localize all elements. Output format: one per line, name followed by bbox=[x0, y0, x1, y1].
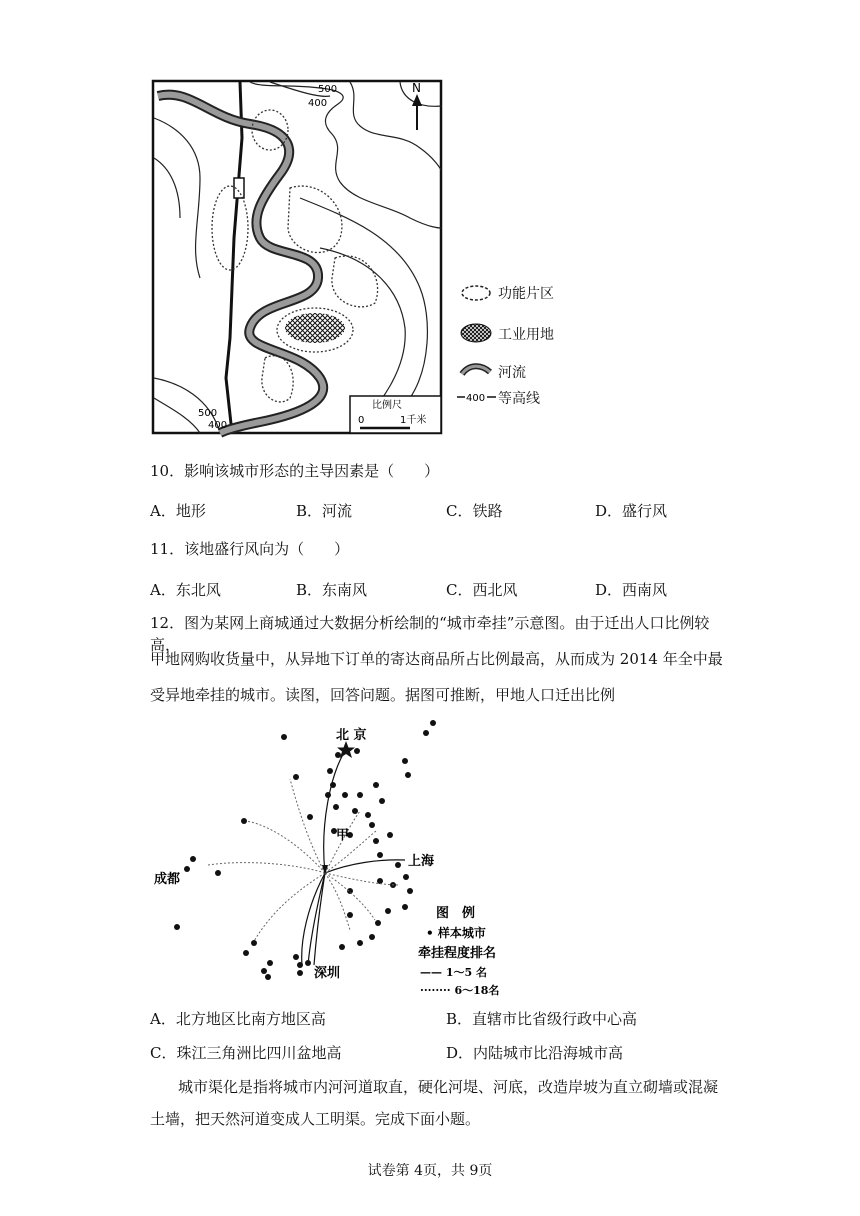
contour-label: 500 bbox=[318, 84, 338, 95]
contour-label: 500 bbox=[198, 408, 218, 419]
scale-unit: 1千米 bbox=[400, 415, 427, 426]
legend-rank-2: ········ 6～18名 bbox=[420, 984, 500, 997]
q10-option-a[interactable]: A．地形 bbox=[150, 502, 206, 520]
passage-line2: 土墙，把天然河道变成人工明渠。完成下面小题。 bbox=[150, 1110, 481, 1128]
contour-label: 400 bbox=[308, 98, 328, 109]
industry-legend-symbol bbox=[459, 322, 493, 344]
chengdu-label: 成都 bbox=[154, 872, 181, 887]
q12-option-b[interactable]: B．直辖市比省级行政中心高 bbox=[446, 1010, 638, 1028]
q12-option-d[interactable]: D．内陆城市比沿海城市高 bbox=[446, 1044, 624, 1062]
sample-city-dots bbox=[174, 720, 436, 980]
legend-industry-label: 工业用地 bbox=[498, 327, 554, 343]
q11-option-c[interactable]: C．西北风 bbox=[446, 581, 518, 599]
q11-option-a[interactable]: A．东北风 bbox=[150, 581, 221, 599]
legend-rank-title: 牵挂程度排名 bbox=[418, 946, 497, 961]
q10-option-b[interactable]: B．河流 bbox=[296, 502, 353, 520]
page-footer: 试卷第 4页，共 9页 bbox=[367, 1163, 493, 1179]
q12-stem-line2: 甲地网购收货量中，从异地下订单的寄达商品所占比例最高，从而成为 2014 年全中最 bbox=[150, 650, 723, 668]
q11-option-d[interactable]: D．西南风 bbox=[595, 581, 668, 599]
shenzhen-label: 深圳 bbox=[314, 966, 341, 981]
north-label: N bbox=[412, 81, 421, 95]
legend-sample-city: • 样本城市 bbox=[426, 926, 486, 940]
q12-stem-line3: 受异地牵挂的城市。读图，回答问题。据图可推断，甲地人口迁出比例 bbox=[150, 686, 616, 704]
shanghai-label: 上海 bbox=[408, 854, 435, 869]
legend-title: 图 例 bbox=[436, 906, 476, 921]
contour-label: 400 bbox=[208, 420, 228, 431]
q10-stem: 10．影响该城市形态的主导因素是（ ） bbox=[150, 462, 440, 480]
river-legend-symbol bbox=[459, 360, 493, 380]
q12-option-a[interactable]: A．北方地区比南方地区高 bbox=[150, 1010, 326, 1028]
q10-option-d[interactable]: D．盛行风 bbox=[595, 502, 668, 520]
passage-line1: 城市渠化是指将城市内河河道取直，硬化河堤、河底，改造岸坡为直立砌墙或混凝 bbox=[178, 1078, 719, 1096]
legend-zone-label: 功能片区 bbox=[498, 286, 554, 302]
q10-option-c[interactable]: C．铁路 bbox=[446, 502, 503, 520]
contour-legend-value: 400 bbox=[466, 393, 486, 404]
legend-rank-1: —— 1～5 名 bbox=[420, 966, 487, 979]
q12-option-c[interactable]: C．珠江三角洲比四川盆地高 bbox=[150, 1044, 342, 1062]
legend-river-label: 河流 bbox=[498, 365, 526, 381]
zone-legend-symbol bbox=[459, 283, 493, 303]
q11-option-b[interactable]: B．东南风 bbox=[296, 581, 368, 599]
city-terrain-map bbox=[150, 78, 450, 438]
q12-stem-line1: 12．图为某网上商城通过大数据分析绘制的“城市牵挂”示意图。由于迁出人口比例较高， bbox=[150, 614, 710, 654]
scale-title: 比例尺 bbox=[372, 400, 402, 411]
scale-zero: 0 bbox=[358, 415, 365, 426]
jia-label: 甲 bbox=[336, 828, 350, 843]
city-concern-map bbox=[150, 715, 570, 1005]
beijing-label: 北 京 bbox=[336, 728, 367, 743]
contour-legend-symbol bbox=[455, 388, 497, 408]
legend-contour-label: 等高线 bbox=[498, 391, 540, 407]
q11-stem: 11．该地盛行风向为（ ） bbox=[150, 540, 350, 558]
